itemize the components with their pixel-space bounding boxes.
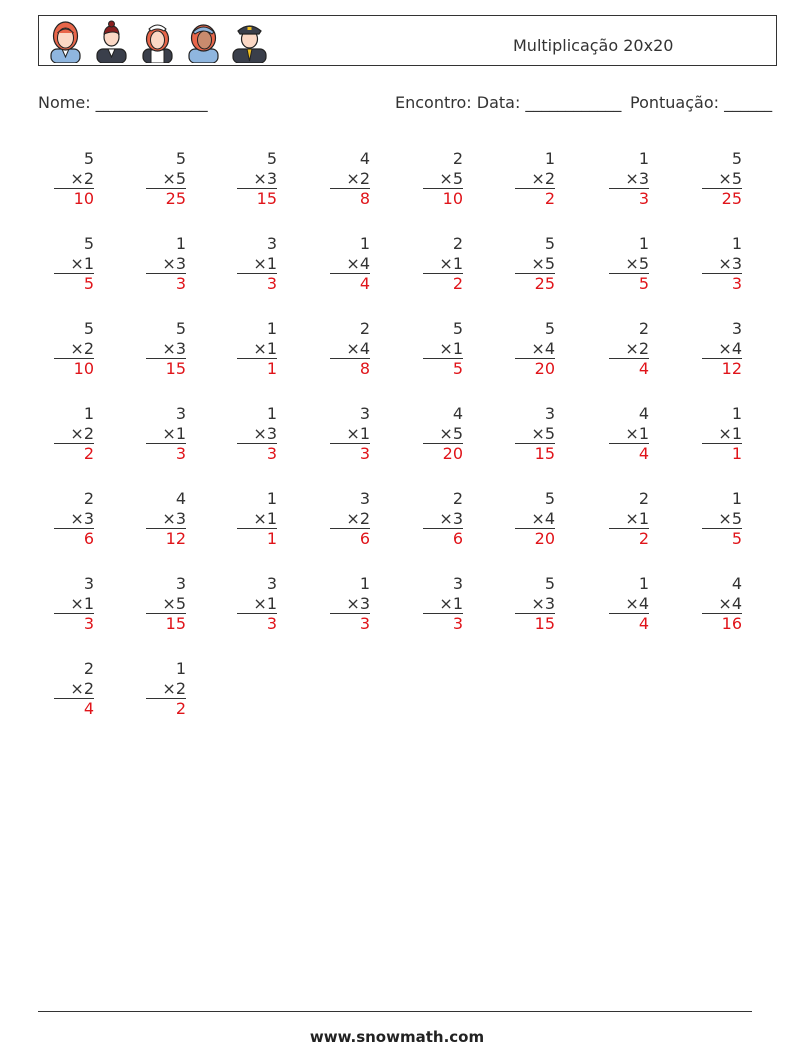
multiplier: ×5 [625, 253, 649, 273]
multiplication-problem [54, 319, 94, 379]
woman-cook-icon [138, 19, 177, 63]
multiplication-problem [423, 234, 463, 294]
answer: 10 [54, 188, 94, 209]
multiplicand: 3 [359, 404, 370, 423]
woman-office-worker-icon [46, 19, 85, 63]
multiplicand: 3 [266, 574, 277, 593]
man-office-worker-icon [92, 19, 131, 63]
header-box [38, 15, 777, 66]
answer: 3 [237, 613, 277, 634]
multiplication-problem [515, 574, 555, 634]
multiplier: ×1 [70, 253, 94, 273]
answer: 5 [609, 273, 649, 294]
multiplier: ×5 [162, 168, 186, 188]
multiplication-problem [237, 149, 277, 209]
answer: 20 [423, 443, 463, 464]
multiplication-problem [54, 404, 94, 464]
multiplier: ×1 [439, 593, 463, 613]
multiplication-problem [146, 404, 186, 464]
multiplier: ×2 [70, 423, 94, 443]
answer: 5 [54, 273, 94, 294]
multiplicand: 1 [638, 234, 649, 253]
answer: 2 [609, 528, 649, 549]
multiplicand: 1 [266, 489, 277, 508]
multiplier: ×3 [253, 168, 277, 188]
multiplicand: 5 [83, 149, 94, 168]
multiplicand: 1 [266, 404, 277, 423]
multiplication-problem [237, 319, 277, 379]
multiplier: ×1 [162, 423, 186, 443]
multiplicand: 2 [638, 319, 649, 338]
multiplier: ×1 [253, 508, 277, 528]
answer: 3 [146, 443, 186, 464]
police-officer-icon [230, 19, 269, 63]
multiplier: ×3 [162, 338, 186, 358]
answer: 25 [515, 273, 555, 294]
multiplication-problem [237, 234, 277, 294]
multiplicand: 3 [359, 489, 370, 508]
multiplicand: 1 [175, 234, 186, 253]
multiplier: ×2 [346, 508, 370, 528]
answer: 2 [146, 698, 186, 719]
multiplier: ×3 [253, 423, 277, 443]
multiplier: ×5 [439, 423, 463, 443]
multiplication-problem [423, 489, 463, 549]
multiplier: ×1 [70, 593, 94, 613]
multiplicand: 5 [544, 234, 555, 253]
multiplicand: 2 [83, 659, 94, 678]
multiplier: ×4 [718, 338, 742, 358]
multiplicand: 5 [175, 149, 186, 168]
multiplicand: 5 [83, 319, 94, 338]
multiplier: ×2 [531, 168, 555, 188]
multiplicand: 5 [544, 489, 555, 508]
answer: 20 [515, 358, 555, 379]
answer: 3 [146, 273, 186, 294]
answer: 3 [330, 443, 370, 464]
answer: 6 [423, 528, 463, 549]
multiplicand: 3 [83, 574, 94, 593]
answer: 4 [54, 698, 94, 719]
avatar-row [46, 19, 269, 63]
multiplication-problem [330, 149, 370, 209]
multiplication-problem [146, 319, 186, 379]
multiplicand: 5 [266, 149, 277, 168]
answer: 3 [702, 273, 742, 294]
multiplicand: 3 [544, 404, 555, 423]
multiplication-problem [515, 234, 555, 294]
multiplier: ×5 [162, 593, 186, 613]
multiplicand: 2 [452, 489, 463, 508]
multiplicand: 2 [638, 489, 649, 508]
answer: 12 [146, 528, 186, 549]
answer: 15 [515, 443, 555, 464]
multiplicand: 5 [452, 319, 463, 338]
multiplicand: 3 [175, 574, 186, 593]
multiplication-problem [515, 319, 555, 379]
multiplication-problem [54, 659, 94, 719]
multiplier: ×1 [625, 423, 649, 443]
date-field: Encontro: Data: ____________ [395, 93, 622, 112]
multiplicand: 1 [359, 574, 370, 593]
answer: 20 [515, 528, 555, 549]
answer: 1 [237, 358, 277, 379]
multiplier: ×4 [718, 593, 742, 613]
multiplication-problem [330, 574, 370, 634]
answer: 8 [330, 188, 370, 209]
multiplicand: 1 [731, 404, 742, 423]
multiplier: ×1 [253, 593, 277, 613]
multiplier: ×2 [162, 678, 186, 698]
multiplication-problem [330, 319, 370, 379]
multiplication-problem [146, 574, 186, 634]
answer: 3 [237, 273, 277, 294]
answer: 2 [54, 443, 94, 464]
answer: 12 [702, 358, 742, 379]
multiplier: ×4 [346, 253, 370, 273]
multiplication-problem [515, 404, 555, 464]
multiplicand: 3 [175, 404, 186, 423]
multiplication-problem [702, 489, 742, 549]
multiplicand: 4 [359, 149, 370, 168]
multiplier: ×1 [253, 253, 277, 273]
multiplicand: 2 [452, 234, 463, 253]
answer: 15 [237, 188, 277, 209]
multiplicand: 2 [83, 489, 94, 508]
multiplier: ×4 [346, 338, 370, 358]
multiplication-problem [146, 489, 186, 549]
answer: 3 [609, 188, 649, 209]
multiplier: ×3 [162, 508, 186, 528]
multiplier: ×5 [531, 423, 555, 443]
multiplication-problem [515, 149, 555, 209]
multiplier: ×1 [625, 508, 649, 528]
multiplier: ×1 [439, 253, 463, 273]
multiplication-problem [609, 319, 649, 379]
multiplicand: 1 [175, 659, 186, 678]
score-field: Pontuação: ______ [630, 93, 773, 112]
multiplier: ×3 [718, 253, 742, 273]
multiplicand: 3 [452, 574, 463, 593]
answer: 5 [702, 528, 742, 549]
multiplication-problem [423, 319, 463, 379]
multiplicand: 1 [731, 489, 742, 508]
multiplication-problem [702, 404, 742, 464]
multiplication-problem [609, 149, 649, 209]
answer: 3 [237, 443, 277, 464]
multiplication-problem [515, 489, 555, 549]
multiplicand: 4 [638, 404, 649, 423]
multiplication-problem [609, 404, 649, 464]
multiplicand: 1 [359, 234, 370, 253]
multiplicand: 3 [731, 319, 742, 338]
multiplication-problem [609, 574, 649, 634]
answer: 4 [609, 443, 649, 464]
multiplicand: 1 [266, 319, 277, 338]
multiplicand: 1 [83, 404, 94, 423]
multiplication-problem [702, 319, 742, 379]
multiplicand: 1 [638, 574, 649, 593]
answer: 3 [330, 613, 370, 634]
multiplication-problem [54, 234, 94, 294]
multiplicand: 5 [544, 319, 555, 338]
multiplier: ×4 [531, 338, 555, 358]
answer: 15 [515, 613, 555, 634]
multiplier: ×3 [625, 168, 649, 188]
answer: 15 [146, 358, 186, 379]
answer: 5 [423, 358, 463, 379]
multiplicand: 5 [544, 574, 555, 593]
multiplication-problem [702, 149, 742, 209]
answer: 25 [702, 188, 742, 209]
multiplier: ×1 [346, 423, 370, 443]
answer: 2 [423, 273, 463, 294]
multiplier: ×2 [70, 678, 94, 698]
multiplicand: 1 [731, 234, 742, 253]
name-field: Nome: ______________ [38, 93, 208, 112]
multiplication-problem [54, 489, 94, 549]
multiplication-problem [237, 489, 277, 549]
woman-with-headscarf-icon [184, 19, 223, 63]
multiplier: ×3 [346, 593, 370, 613]
multiplier: ×2 [625, 338, 649, 358]
answer: 6 [330, 528, 370, 549]
multiplicand: 1 [544, 149, 555, 168]
multiplication-problem [609, 489, 649, 549]
multiplication-problem [423, 574, 463, 634]
multiplication-problem [330, 404, 370, 464]
multiplier: ×2 [346, 168, 370, 188]
multiplication-problem [330, 234, 370, 294]
multiplier: ×3 [162, 253, 186, 273]
answer: 4 [609, 358, 649, 379]
multiplier: ×5 [718, 168, 742, 188]
answer: 1 [237, 528, 277, 549]
multiplicand: 4 [731, 574, 742, 593]
multiplication-problem [54, 574, 94, 634]
answer: 3 [54, 613, 94, 634]
multiplication-problem [146, 659, 186, 719]
multiplicand: 4 [175, 489, 186, 508]
multiplier: ×3 [70, 508, 94, 528]
multiplier: ×4 [625, 593, 649, 613]
answer: 25 [146, 188, 186, 209]
multiplier: ×5 [439, 168, 463, 188]
multiplier: ×5 [531, 253, 555, 273]
answer: 10 [423, 188, 463, 209]
multiplier: ×3 [439, 508, 463, 528]
multiplicand: 2 [452, 149, 463, 168]
multiplication-problem [146, 234, 186, 294]
multiplicand: 5 [83, 234, 94, 253]
answer: 4 [609, 613, 649, 634]
multiplication-problem [146, 149, 186, 209]
multiplicand: 4 [452, 404, 463, 423]
answer: 8 [330, 358, 370, 379]
multiplication-problem [330, 489, 370, 549]
multiplier: ×2 [70, 338, 94, 358]
answer: 3 [423, 613, 463, 634]
multiplication-problem [423, 149, 463, 209]
answer: 16 [702, 613, 742, 634]
answer: 15 [146, 613, 186, 634]
multiplier: ×1 [253, 338, 277, 358]
answer: 2 [515, 188, 555, 209]
multiplication-problem [237, 404, 277, 464]
footer-url: www.snowmath.com [309, 1028, 485, 1046]
multiplier: ×2 [70, 168, 94, 188]
multiplicand: 3 [266, 234, 277, 253]
multiplication-problem [54, 149, 94, 209]
multiplier: ×4 [531, 508, 555, 528]
multiplication-problem [423, 404, 463, 464]
multiplication-problem [609, 234, 649, 294]
multiplicand: 1 [638, 149, 649, 168]
answer: 4 [330, 273, 370, 294]
multiplication-problem [237, 574, 277, 634]
worksheet-title: Multiplicação 20x20 [513, 36, 674, 55]
multiplicand: 2 [359, 319, 370, 338]
multiplier: ×1 [439, 338, 463, 358]
multiplication-problem [702, 234, 742, 294]
answer: 6 [54, 528, 94, 549]
multiplicand: 5 [731, 149, 742, 168]
answer: 1 [702, 443, 742, 464]
multiplier: ×5 [718, 508, 742, 528]
multiplication-problem [702, 574, 742, 634]
footer-divider [38, 1011, 752, 1012]
multiplier: ×3 [531, 593, 555, 613]
multiplicand: 5 [175, 319, 186, 338]
multiplier: ×1 [718, 423, 742, 443]
answer: 10 [54, 358, 94, 379]
